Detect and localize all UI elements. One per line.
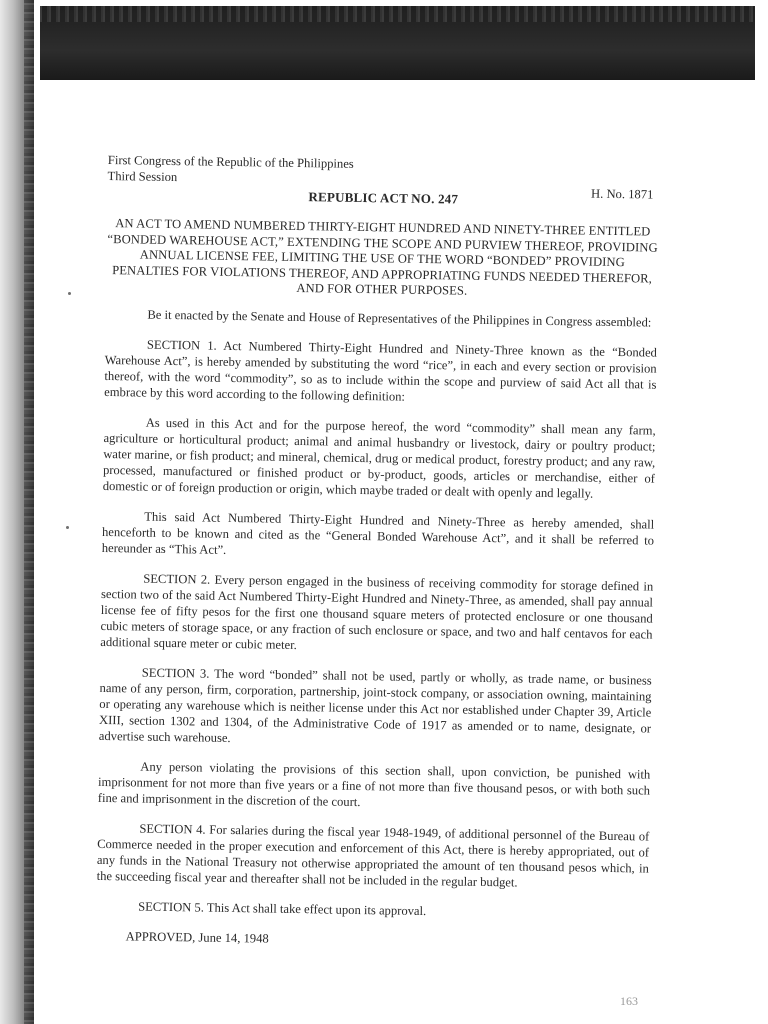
- section-5: SECTION 5. This Act shall take effect upon its approval.: [138, 899, 427, 918]
- section-1: SECTION 1. Act Numbered Thirty-Eight Hundred and Ninety-Three known as the “Bonded Warehouse Act”, is hereby amended by substituting the word “rice”, in each and every section or provision thereof, with the word “commodity”, so as to include within the scope and purview of said Act all that is embrace by this word according to the following definition:: [104, 337, 658, 404]
- congress-line: First Congress of the Republic of the Philippines: [107, 152, 354, 171]
- section-1-naming: This said Act Numbered Thirty-Eight Hundred and Ninety-Three as hereby amended, shall henceforth to be known and cited as the “General Bonded Warehouse Act”, and it shall be referred to hereunder as “This Act”.: [101, 509, 655, 557]
- page-number: 163: [620, 994, 638, 1008]
- section-3-penalty: Any person violating the provisions of this section shall, upon conviction, be punished with imprisonment for not more than five years or a fine of not more than five thousand pesos, or with both such fine and imprisonment in the discretion of the court.: [97, 759, 651, 809]
- session-line: Third Session: [107, 168, 178, 185]
- scan-speck: [68, 292, 71, 295]
- document-header: [107, 152, 353, 188]
- scan-left-edge-shadow: [0, 0, 34, 1024]
- scan-top-edge-shadow: [40, 6, 755, 80]
- section-1-definition: As used in this Act and for the purpose hereof, the word “commodity” shall mean any farm, agriculture or horticultural product; animal and animal husbandry or livestock, dairy or poultry product; water marine, or fish product; and mineral, chemical, drug or medical product, forestry product; and any raw, processed, manufactured or finished product or by-product, goods, articles or merchandise, either of domestic or of foreign production or origin, which maybe traded or dealt with openly and legally.: [102, 415, 656, 501]
- document-page: [95, 152, 660, 966]
- section-2: SECTION 2. Every person engaged in the business of receiving commodity for storage defined in section two of the said Act Numbered Thirty-Eight Hundred and Ninety-Three, as amended, shall pay annual license fee of fifty pesos for the first one thousand square meters of protected enclosure or one thousand cubic meters of storage space, or any fraction of such enclosure or space, and two and half centavos for each additional square meter or cubic meter.: [100, 571, 654, 652]
- approval-date: APPROVED, June 14, 1948: [125, 928, 269, 946]
- scan-speck: [66, 526, 69, 529]
- section-3: SECTION 3. The word “bonded” shall not be used, partly or wholly, as trade name, or business name of any person, firm, corporation, partnership, joint-stock company, or association owning, maintaining or operating any warehouse which is neither license under this Act nor established under Chapter 39, Article XIII, section 1302 and 1304, of the Administrative Code of 1917 as amended or to name, designate, or advertise such warehouse.: [98, 665, 652, 745]
- section-4: SECTION 4. For salaries during the fiscal year 1948-1949, of additional personnel of the Bureau of Commerce needed in the proper execution and enforcement of this Act, there is hereby appropriated, out of any funds in the National Treasury not otherwise appropriated the amount of ten thousand pesos which, in the succeeding fiscal year and thereafter shall not be included in the regular budget.: [96, 821, 650, 890]
- enacting-clause: Be it enacted by the Senate and House of Representatives of the Philippines in Congress assembled:: [147, 307, 652, 330]
- act-title: AN ACT TO AMEND NUMBERED THIRTY-EIGHT HUNDRED AND NINETY-THREE ENTITLED “BONDED WAREHOUSE ACT,” EXTENDING THE SCOPE AND PURVIEW THEREOF, PROVIDING ANNUAL LICENSE FEE, LIMITING THE USE OF THE WORD “BONDED” PROVIDING PENALTIES FOR VIOLATIONS THEREOF, AND APPROPRIATING FUNDS NEEDED THEREFOR, AND FOR OTHER PURPOSES.: [107, 216, 658, 298]
- act-number: REPUBLIC ACT NO. 247: [308, 189, 459, 207]
- house-number: H. No. 1871: [591, 186, 654, 202]
